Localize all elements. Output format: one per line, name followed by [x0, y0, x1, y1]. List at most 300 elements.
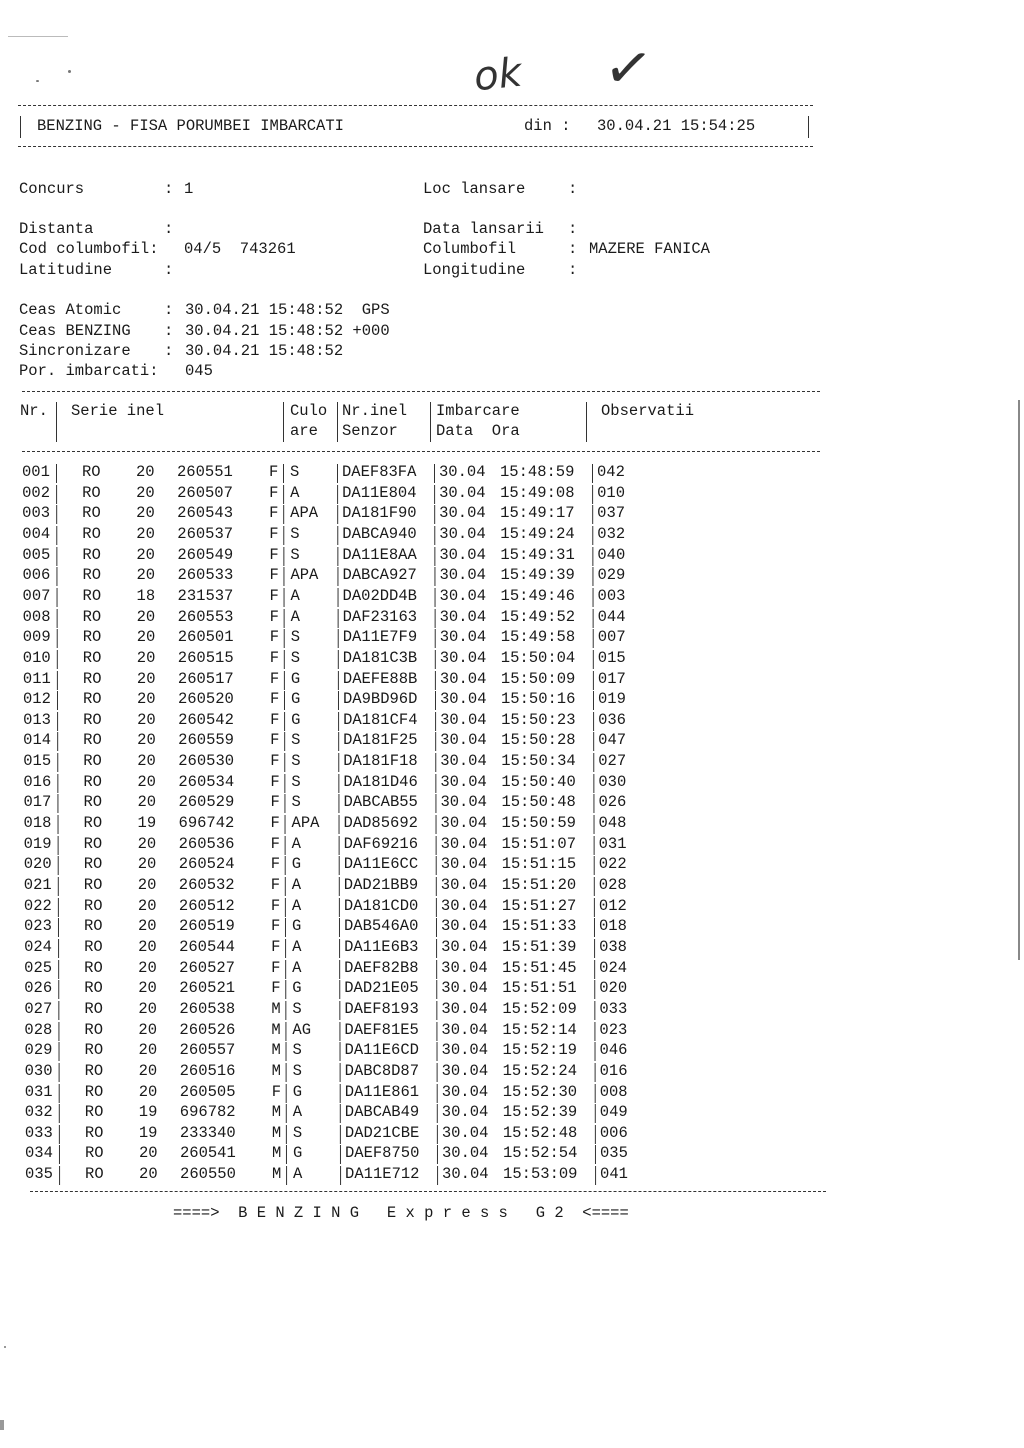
cell-observatii: 016 [599, 1061, 628, 1080]
cell-culoare: G [291, 710, 301, 729]
column-separator [56, 547, 57, 566]
cell-observatii: 007 [597, 628, 626, 647]
cell-senzor: DA11E6B3 [344, 937, 419, 956]
cell-observatii: 024 [599, 958, 628, 977]
loc-lansare-colon: : [568, 180, 578, 198]
concurs-value: 1 [184, 180, 194, 198]
table-row [1, 731, 821, 751]
cell-senzor: DA11E8AA [342, 545, 417, 564]
table-row [0, 566, 820, 586]
header-din-label: din : [524, 117, 571, 135]
cell-an: 20 [138, 979, 157, 998]
cell-senzor: DA181CD0 [343, 896, 419, 915]
col-header-culoare-1: Culo [290, 402, 328, 420]
cell-senzor: DAEF81E5 [344, 1020, 419, 1039]
cell-serie: 260524 [178, 855, 235, 874]
cell-ora: 15:51:07 [501, 834, 577, 853]
column-separator [338, 732, 339, 751]
cell-culoare: A [293, 1165, 303, 1184]
cell-tara: RO [82, 628, 102, 647]
column-separator [339, 856, 340, 875]
cell-culoare: A [291, 876, 302, 894]
column-separator [339, 877, 340, 896]
table-row [1, 773, 821, 793]
cell-data: 30.04 [439, 566, 486, 585]
ceas-atomic-colon: : [164, 301, 174, 319]
column-separator [284, 732, 285, 751]
cell-senzor: DA11E804 [342, 483, 417, 502]
column-separator [285, 877, 286, 896]
cell-serie: 696742 [178, 814, 235, 833]
column-separator [593, 712, 594, 731]
cell-tara: RO [84, 1061, 104, 1080]
cell-tara: RO [84, 937, 103, 956]
cell-ora: 15:49:46 [500, 586, 575, 605]
cell-nr: 032 [24, 1103, 53, 1122]
column-separator [340, 1125, 341, 1144]
column-separator [56, 464, 57, 483]
cell-sex: F [271, 1082, 282, 1101]
column-separator [593, 671, 594, 690]
cell-senzor: DAEF8750 [344, 1144, 420, 1163]
cell-culoare: A [292, 1103, 303, 1122]
column-separator [59, 1084, 60, 1103]
cell-sex: F [271, 937, 281, 956]
cell-observatii: 012 [598, 896, 627, 915]
cell-senzor: DA181D46 [343, 772, 418, 791]
table-bottom-border [30, 1191, 826, 1192]
column-separator [286, 1145, 287, 1164]
column-separator [339, 815, 340, 834]
cell-ora: 15:51:27 [501, 896, 577, 915]
cell-nr: 003 [22, 504, 51, 523]
ceas-benzing-label: Ceas BENZING [19, 322, 131, 340]
table-row [1, 711, 821, 731]
table-row [3, 1144, 823, 1164]
cell-serie: 260557 [179, 1041, 236, 1060]
cell-an: 20 [138, 999, 157, 1018]
cell-data: 30.04 [439, 545, 486, 564]
cell-an: 20 [136, 545, 155, 564]
column-separator [592, 567, 593, 586]
column-separator [593, 691, 594, 710]
column-separator [58, 918, 59, 937]
cell-ora: 15:50:48 [501, 793, 576, 812]
table-row [0, 546, 820, 566]
column-separator [436, 960, 437, 979]
cell-an: 20 [138, 1144, 158, 1163]
cell-observatii: 003 [597, 586, 626, 605]
table-row [1, 628, 821, 648]
column-separator [286, 1042, 287, 1061]
cell-an: 20 [138, 958, 157, 977]
column-separator [285, 960, 286, 979]
cell-observatii: 042 [597, 463, 625, 481]
cell-observatii: 031 [598, 834, 627, 853]
column-separator [337, 505, 338, 524]
cell-nr: 020 [23, 855, 52, 874]
table-top-border [22, 391, 820, 392]
column-separator [57, 712, 58, 731]
column-separator [593, 588, 594, 607]
cell-data: 30.04 [441, 958, 488, 977]
cell-ora: 15:50:28 [501, 731, 576, 750]
cell-nr: 025 [24, 958, 53, 977]
cell-culoare: G [292, 1082, 303, 1101]
column-separator [592, 505, 593, 524]
column-separator [59, 1145, 60, 1164]
cell-nr: 016 [23, 772, 52, 791]
cell-sex: F [269, 524, 279, 543]
table-row [0, 525, 820, 545]
column-separator [57, 691, 58, 710]
cell-sex: F [270, 752, 280, 771]
column-separator [436, 898, 437, 917]
cell-sex: F [269, 566, 279, 585]
cell-serie: 233340 [179, 1123, 236, 1142]
cell-senzor: DAD21BB9 [343, 876, 419, 894]
column-separator [338, 691, 339, 710]
column-separator [340, 1145, 341, 1164]
latitudine-colon: : [164, 261, 174, 279]
cell-an: 19 [138, 1103, 158, 1122]
column-separator [437, 1166, 438, 1185]
column-separator [283, 526, 284, 545]
column-separator [284, 588, 285, 607]
column-separator [285, 939, 286, 958]
cell-ora: 15:50:40 [501, 772, 576, 791]
cell-senzor: DA11E7F9 [342, 628, 418, 647]
column-separator [435, 609, 436, 628]
column-separator [339, 1001, 340, 1020]
column-separator [283, 485, 284, 504]
column-separator [284, 712, 285, 731]
column-separator [56, 485, 57, 504]
cell-an: 20 [137, 731, 156, 750]
cell-ora: 15:50:16 [500, 690, 576, 709]
cell-data: 30.04 [440, 814, 488, 833]
cell-observatii: 022 [598, 855, 627, 874]
column-separator [435, 588, 436, 607]
cell-serie: 260550 [180, 1165, 236, 1184]
cell-observatii: 048 [598, 814, 627, 833]
cell-data: 30.04 [441, 1020, 488, 1039]
cell-senzor: DA11E712 [345, 1165, 420, 1184]
column-separator [592, 464, 593, 483]
column-separator [435, 650, 436, 669]
cell-sex: F [269, 504, 279, 523]
cell-serie: 260532 [178, 876, 235, 894]
cell-sex: F [270, 710, 280, 729]
cell-an: 20 [137, 793, 157, 812]
column-separator [283, 567, 284, 586]
column-separator [436, 980, 437, 999]
cell-tara: RO [83, 917, 103, 936]
table-row [3, 1103, 823, 1123]
cell-an: 19 [137, 814, 157, 833]
cell-ora: 15:50:59 [501, 814, 576, 833]
column-separator [340, 1063, 341, 1082]
cell-data: 30.04 [441, 937, 488, 956]
column-separator [594, 918, 595, 937]
cell-serie: 260517 [177, 669, 234, 688]
cell-culoare: APA [290, 566, 319, 585]
cell-ora: 15:49:52 [500, 607, 576, 626]
table-row [1, 587, 821, 607]
cell-culoare: S [291, 731, 301, 750]
cell-sex: F [269, 463, 279, 481]
cell-ora: 15:48:59 [500, 463, 575, 481]
cell-senzor: DA02DD4B [342, 586, 417, 605]
cell-observatii: 046 [599, 1041, 628, 1060]
col-header-observatii: Observatii [601, 402, 695, 420]
cell-senzor: DABCA927 [342, 566, 417, 585]
sincronizare-colon: : [164, 342, 174, 360]
column-separator [434, 547, 435, 566]
column-separator [434, 485, 435, 504]
longitudine-colon: : [568, 261, 578, 279]
cell-observatii: 047 [598, 731, 627, 750]
cell-ora: 15:52:54 [502, 1144, 578, 1163]
cell-tara: RO [84, 1020, 104, 1039]
cell-ora: 15:49:31 [500, 545, 575, 564]
cell-sex: F [269, 628, 280, 647]
cell-senzor: DAEFE88B [342, 669, 418, 688]
cell-nr: 023 [23, 917, 52, 936]
cell-observatii: 028 [598, 876, 627, 894]
cell-tara: RO [83, 772, 102, 791]
column-separator [57, 588, 58, 607]
column-separator [435, 691, 436, 710]
cell-ora: 15:51:39 [502, 937, 577, 956]
cell-observatii: 015 [597, 648, 626, 667]
cell-tara: RO [82, 524, 101, 543]
column-separator [284, 609, 285, 628]
column-separator [594, 980, 595, 999]
sincronizare-label: Sincronizare [19, 342, 131, 360]
table-row [3, 1041, 823, 1061]
column-separator [59, 1104, 60, 1123]
column-separator [339, 836, 340, 855]
cell-nr: 018 [23, 814, 52, 833]
cell-ora: 15:49:39 [500, 566, 575, 585]
cell-tara: RO [83, 793, 103, 812]
column-separator [436, 856, 437, 875]
cell-observatii: 017 [597, 669, 626, 688]
column-separator [594, 856, 595, 875]
cell-sex: F [269, 545, 279, 564]
column-separator [435, 671, 436, 690]
cell-an: 20 [136, 463, 155, 481]
cell-culoare: S [292, 999, 302, 1018]
column-separator [340, 1166, 341, 1185]
column-separator [285, 898, 286, 917]
cell-ora: 15:52:19 [502, 1041, 577, 1060]
cod-columbofil-value: 04/5 743261 [184, 240, 296, 258]
scan-speck [4, 1346, 6, 1348]
header-title: BENZING - FISA PORUMBEI IMBARCATI [37, 117, 344, 135]
cell-sex: F [270, 917, 281, 936]
column-separator [338, 712, 339, 731]
scan-speck [68, 70, 71, 73]
cell-data: 30.04 [439, 586, 487, 605]
cell-nr: 009 [22, 628, 51, 647]
cell-ora: 15:49:24 [500, 524, 575, 543]
cell-nr: 034 [24, 1144, 53, 1163]
column-separator [59, 1063, 60, 1082]
cell-an: 18 [136, 586, 156, 605]
cell-serie: 260526 [179, 1020, 236, 1039]
table-row [3, 1062, 823, 1082]
cell-nr: 021 [23, 876, 52, 894]
column-separator [435, 794, 436, 813]
column-separator [437, 1104, 438, 1123]
cell-sex: F [269, 586, 279, 605]
cell-serie: 260553 [177, 607, 234, 626]
cell-data: 30.04 [439, 628, 487, 647]
cell-serie: 260512 [178, 896, 235, 915]
cell-nr: 027 [24, 999, 53, 1018]
column-separator [436, 836, 437, 855]
cell-tara: RO [83, 896, 103, 915]
cell-data: 30.04 [441, 979, 488, 998]
cell-culoare: S [292, 1041, 302, 1060]
cell-senzor: DABCAB49 [344, 1103, 420, 1122]
cell-serie: 260521 [179, 979, 236, 998]
cell-sex: F [270, 855, 281, 874]
cell-an: 20 [137, 896, 157, 915]
cell-data: 30.04 [441, 1123, 489, 1142]
cell-observatii: 044 [597, 607, 626, 626]
cell-nr: 031 [24, 1082, 53, 1101]
cell-nr: 015 [23, 752, 52, 771]
cell-an: 20 [138, 1041, 158, 1060]
cell-serie: 260519 [178, 917, 235, 936]
column-separator [283, 547, 284, 566]
cell-data: 30.04 [442, 1165, 489, 1184]
cell-serie: 260549 [177, 545, 234, 564]
cell-nr: 026 [24, 979, 53, 998]
column-separator [284, 650, 285, 669]
column-separator [58, 877, 59, 896]
header-left-border [20, 116, 21, 138]
cell-tara: RO [83, 855, 103, 874]
cell-ora: 15:53:09 [503, 1165, 578, 1184]
table-row [2, 938, 822, 958]
col-header-imbarcare-2: Data Ora [436, 422, 520, 440]
cell-tara: RO [84, 999, 103, 1018]
cell-nr: 035 [25, 1165, 53, 1184]
cell-culoare: S [292, 1061, 302, 1080]
table-row [2, 855, 822, 875]
cell-observatii: 008 [599, 1082, 628, 1101]
column-separator [59, 1125, 60, 1144]
header-sep [586, 402, 587, 442]
column-separator [437, 1042, 438, 1061]
column-separator [592, 547, 593, 566]
column-separator [594, 1022, 595, 1041]
cell-tara: RO [82, 545, 101, 564]
cell-observatii: 010 [597, 483, 625, 502]
cell-ora: 15:52:30 [502, 1082, 578, 1101]
cell-ora: 15:51:45 [502, 958, 577, 977]
cell-data: 30.04 [440, 710, 487, 729]
column-separator [435, 732, 436, 751]
cell-data: 30.04 [440, 917, 488, 936]
column-separator [337, 464, 338, 483]
header-sep [56, 402, 57, 442]
cell-sex: F [270, 876, 281, 894]
column-separator [436, 1001, 437, 1020]
cell-senzor: DA11E6CC [343, 855, 419, 874]
cell-data: 30.04 [441, 1061, 489, 1080]
column-separator [594, 877, 595, 896]
column-separator [436, 877, 437, 896]
column-separator [435, 712, 436, 731]
column-separator [435, 774, 436, 793]
cell-data: 30.04 [439, 463, 486, 481]
cell-an: 20 [136, 607, 156, 626]
concurs-colon: : [164, 180, 174, 198]
table-row [0, 504, 820, 524]
column-separator [56, 567, 57, 586]
cell-senzor: DA181C3B [342, 648, 418, 667]
cell-nr: 007 [22, 586, 51, 605]
cell-sex: M [271, 1123, 282, 1142]
scan-speck [8, 36, 68, 37]
cell-sex: F [270, 793, 280, 812]
column-separator [436, 939, 437, 958]
cell-culoare: A [290, 607, 300, 626]
column-separator [58, 815, 59, 834]
column-separator [593, 629, 594, 648]
cell-sex: M [271, 1144, 282, 1163]
cell-culoare: G [292, 979, 302, 998]
cell-serie: 260542 [178, 710, 234, 729]
cell-serie: 260551 [177, 463, 233, 481]
cell-nr: 013 [23, 710, 51, 729]
column-separator [285, 918, 286, 937]
cell-serie: 260533 [177, 566, 234, 585]
column-separator [57, 609, 58, 628]
column-separator [283, 505, 284, 524]
column-separator [594, 939, 595, 958]
cell-serie: 260537 [177, 524, 234, 543]
column-separator [58, 836, 59, 855]
cell-observatii: 035 [599, 1144, 628, 1163]
column-separator [338, 774, 339, 793]
column-separator [593, 609, 594, 628]
column-separator [592, 526, 593, 545]
cell-an: 20 [136, 504, 155, 523]
ceas-benzing-value: 30.04.21 15:48:52 +000 [185, 322, 390, 340]
table-row [2, 1000, 822, 1020]
cell-serie: 260530 [178, 752, 235, 771]
cell-nr: 010 [22, 648, 51, 667]
cell-an: 20 [137, 855, 157, 874]
column-separator [595, 1084, 596, 1103]
distanta-colon: : [164, 220, 174, 238]
cell-tara: RO [82, 463, 101, 481]
cell-sex: F [269, 483, 279, 502]
cell-tara: RO [85, 1165, 104, 1184]
column-separator [595, 1063, 596, 1082]
cell-serie: 260543 [177, 504, 233, 523]
column-separator [284, 629, 285, 648]
column-separator [437, 1145, 438, 1164]
cell-observatii: 029 [597, 566, 626, 585]
column-separator [286, 1104, 287, 1123]
